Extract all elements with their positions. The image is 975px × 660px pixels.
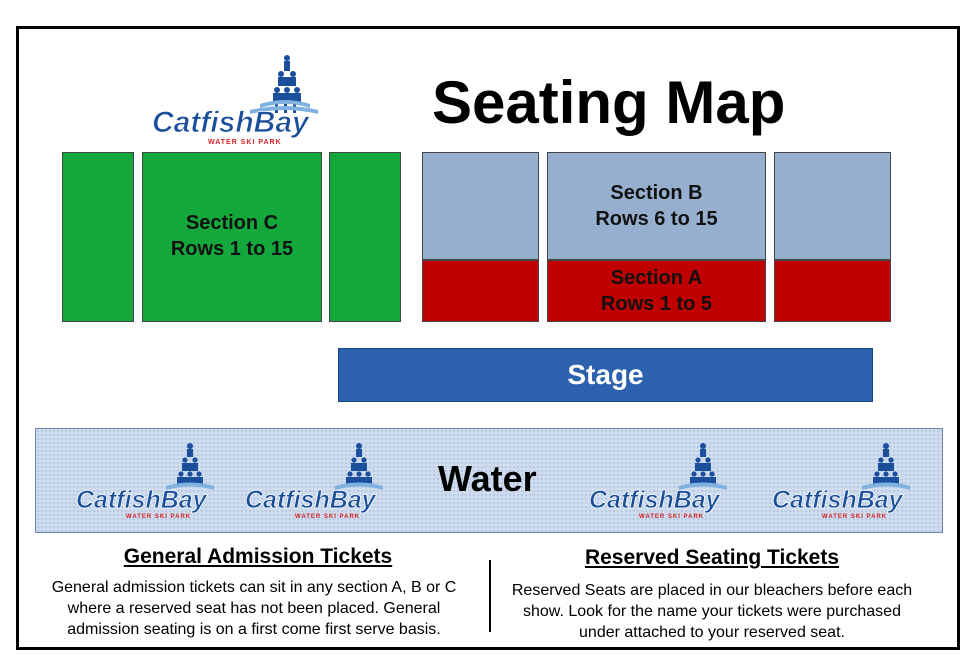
catfish-bay-logo [74,440,224,524]
catfish-bay-logo [243,440,393,524]
catfish-bay-logo [150,52,322,148]
catfish-bay-logo [587,440,737,524]
logo-tagline: WATER SKI PARK [295,514,361,520]
section-c-right-block [329,152,401,322]
section-a-rows: Rows 1 to 5 [600,293,713,315]
section-c-rows: Rows 1 to 15 [170,238,294,260]
section-b-name: Section B [610,182,703,204]
catfish-bay-logo [770,440,920,524]
section-a-center-block [547,260,766,322]
logo-tagline: WATER SKI PARK [208,139,282,146]
section-a-left-block [422,260,539,322]
reserved-seating-heading: Reserved Seating Tickets [584,546,840,569]
reserved-seating-line: show. Look for the name your tickets were purchased [523,603,901,620]
section-b-center-block [547,152,766,260]
general-admission-line: where a reserved seat has not been placed. General [67,600,441,617]
water-label: Water [438,458,537,499]
section-c-center-block [142,152,322,322]
section-b-rows: Rows 6 to 15 [595,208,718,230]
logo-tagline: WATER SKI PARK [822,514,888,520]
section-b-left-block [422,152,539,260]
logo-tagline: WATER SKI PARK [126,514,192,520]
section-b-right-block [774,152,891,260]
info-divider [489,560,491,632]
reserved-seating-line: under attached to your reserved seat. [579,624,845,641]
logo-wordmark: CatfishBay [152,106,309,139]
logo-wordmark: CatfishBay [772,486,903,514]
section-c-left-block [62,152,134,322]
logo-wordmark: CatfishBay [245,486,376,514]
general-admission-heading: General Admission Tickets [123,545,393,568]
section-a-right-block [774,260,891,322]
reserved-seating-line: Reserved Seats are placed in our bleachers before each [511,582,913,599]
stage: Stage [338,348,873,402]
section-a-name: Section A [610,267,703,289]
logo-wordmark: CatfishBay [589,486,720,514]
logo-wordmark: CatfishBay [76,486,207,514]
general-admission-line: General admission tickets can sit in any section A, B or C [51,579,457,596]
general-admission-line: admission seating is on a first come first serve basis. [67,621,441,638]
section-c-name: Section C [185,212,279,234]
reserved-seating-text [494,580,930,643]
general-admission-text [22,577,486,640]
page-title: Seating Map [432,69,786,136]
logo-tagline: WATER SKI PARK [639,514,705,520]
